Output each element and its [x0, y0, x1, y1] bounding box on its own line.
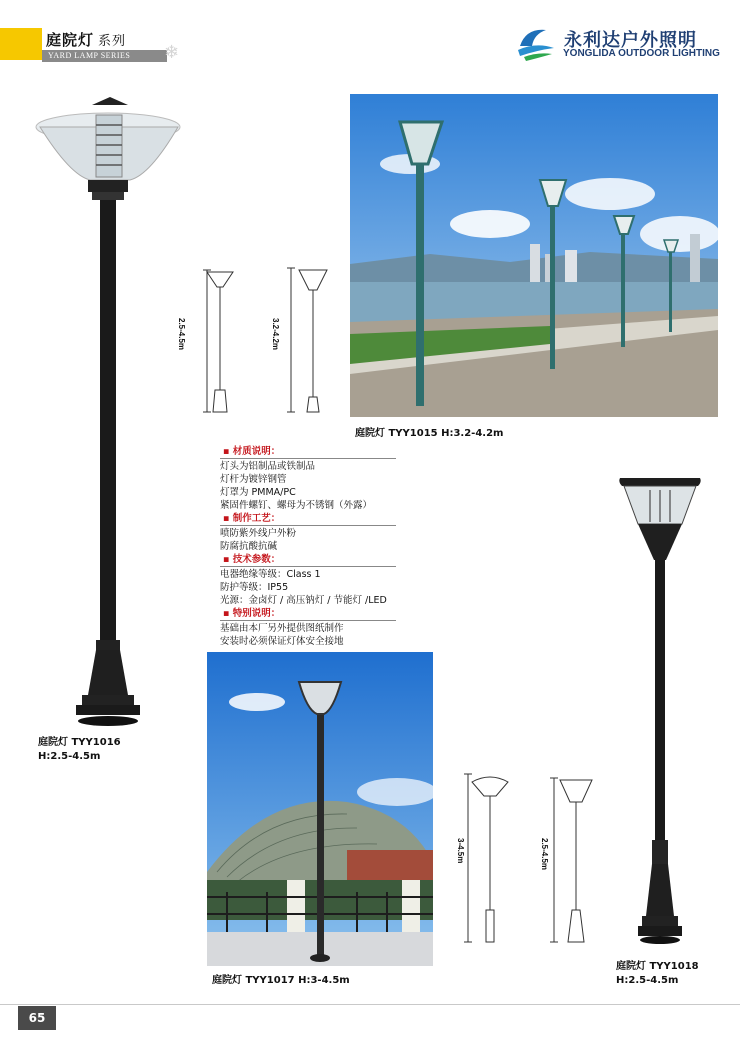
photo-tyy1015-waterfront [350, 94, 718, 417]
spec-line: 防腐抗酸抗碱 [220, 541, 278, 552]
spec-line: 紧固件螺钉、螺母为不锈钢（外露） [220, 500, 373, 511]
brand-logo-icon [516, 24, 556, 62]
brand-name-cn: 永利达户外照明 [564, 30, 697, 51]
spec-line: 电器绝缘等级：Class 1 [220, 569, 321, 580]
caption-tyy1016-name: 庭院灯 TYY1016 [38, 737, 121, 748]
tyy1015-dimension-drawing [195, 262, 335, 422]
tyy1017-1018-dimension-drawing [458, 770, 598, 950]
caption-tyy1017: 庭院灯 TYY1017 H:3-4.5m [212, 975, 350, 986]
spec-line: 光源：金卤灯 / 高压钠灯 / 节能灯 /LED [220, 595, 387, 606]
spec-line: 安装时必须保证灯体安全接地 [220, 636, 344, 647]
header-accent-block [0, 28, 42, 60]
footer-rule [0, 1004, 740, 1005]
spec-line: 基础由本厂另外提供图纸制作 [220, 623, 344, 634]
spec-line: 防护等级：IP55 [220, 582, 289, 593]
lamp-tyy1016-image [30, 95, 190, 735]
caption-tyy1018-name: 庭院灯 TYY1018 [616, 961, 699, 972]
tyy1015-dimension-b: 3.2-4.2m [271, 318, 280, 351]
spec-process-title: ▪ 制作工艺： [220, 512, 396, 526]
caption-tyy1016-height: H:2.5-4.5m [38, 751, 101, 762]
caption-tyy1015: 庭院灯 TYY1015 H:3.2-4.2m [355, 428, 504, 439]
spec-line: 喷防紫外线户外粉 [220, 528, 297, 539]
photo-tyy1017-esplanade [207, 652, 433, 966]
page-number: 65 [18, 1006, 56, 1030]
tyy1018-dimension: 2.5-4.5m [540, 838, 549, 871]
tyy1015-dimension-a: 2.5-4.5m [177, 318, 186, 351]
spec-special-title: ▪ 特别说明： [220, 607, 396, 621]
spec-line: 灯杆为镀锌钢管 [220, 474, 287, 485]
page-title: 庭院灯 系列 [46, 31, 127, 49]
subtitle-en: YARD LAMP SERIES [48, 51, 131, 60]
spec-material-title: ▪ 材质说明： [220, 445, 396, 459]
caption-tyy1018-height: H:2.5-4.5m [616, 975, 679, 986]
spec-line: 灯头为铝制品或铁制品 [220, 461, 316, 472]
tyy1017-dimension: 3-4.5m [456, 838, 465, 864]
snowflake-icon: ❄ [164, 42, 180, 63]
spec-block [220, 445, 396, 648]
brand-name-en: YONGLIDA OUTDOOR LIGHTING [563, 48, 720, 59]
spec-tech-title: ▪ 技术参数： [220, 553, 396, 567]
lamp-tyy1018-image [610, 470, 710, 952]
spec-line: 灯罩为 PMMA/PC [220, 487, 296, 498]
